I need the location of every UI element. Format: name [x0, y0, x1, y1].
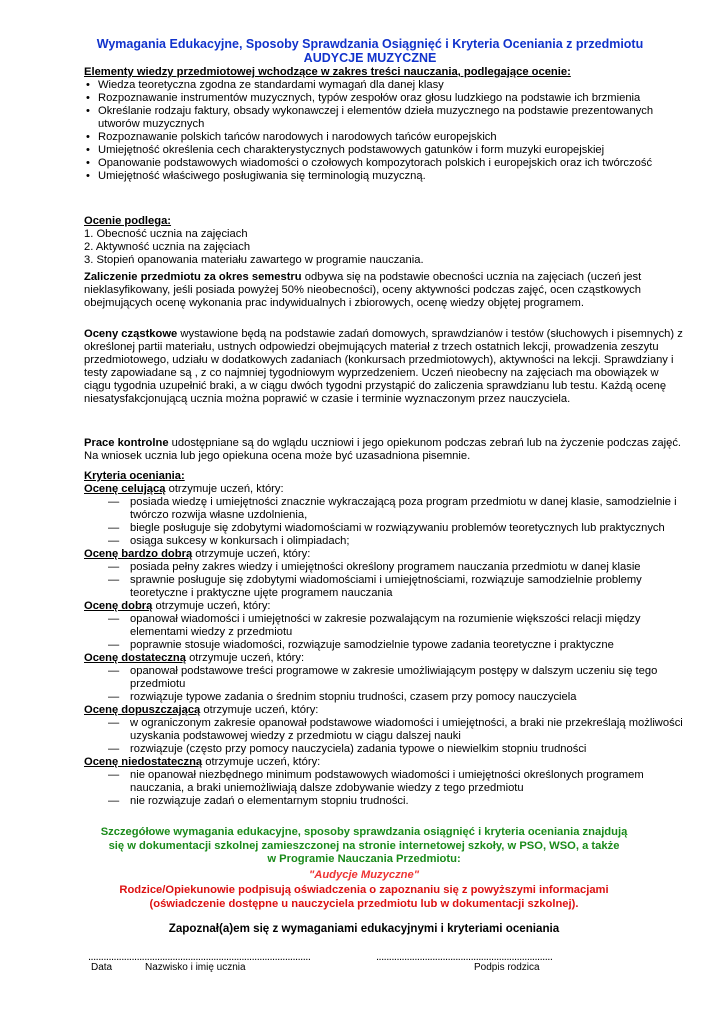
- grade-name: Ocenę bardzo dobrą: [84, 548, 193, 560]
- grade-suffix: otrzymuje uczeń, który:: [152, 600, 271, 612]
- grade-name: Ocenę dostateczną: [84, 652, 186, 664]
- parents-note: [84, 884, 644, 911]
- grade-name: Ocenę celującą: [84, 483, 166, 495]
- acknowledgement-statement: Zapoznał(a)em się z wymaganiami edukacyjnymi i kryteriami oceniania: [168, 922, 560, 935]
- list-item: • Umiejętność określenia cech charakterystycznych podstawowych gatunków i form muzyki europejskiej: [84, 144, 684, 157]
- list-item: • Rozpoznawanie polskich tańców narodowych i narodowych tańców europejskich: [84, 131, 684, 144]
- list-item: • Określanie rodzaju faktury, obsady wykonawczej i elementów dzieła muzycznego na podstawie prezentowanych utworów muzycznych: [84, 105, 684, 131]
- details-note-line: się w dokumentacji szkolnej zamieszczonej na stronie internetowej szkoły, w PSO, WSO, a także: [108, 839, 620, 852]
- details-note-line: w Programie Nauczania Przedmiotu:: [267, 853, 461, 865]
- grade-name: Ocenę niedostateczną: [84, 756, 203, 768]
- list-item: • Opanowanie podstawowych wiadomości o czołowych kompozytorach polskich i europejskich oraz ich twórczość: [84, 157, 684, 170]
- grade-name: Ocenę dopuszczającą: [84, 704, 201, 716]
- parent-signature-line: .....................................................................: [376, 951, 553, 963]
- student-signature-line: .......................................................................................: [88, 951, 311, 963]
- grade-suffix: otrzymuje uczeń, który:: [165, 483, 284, 495]
- list-item: 3. Stopień opanowania materiału zawartego w programie nauczania.: [84, 254, 424, 266]
- partial-grades-paragraph: [84, 328, 684, 406]
- criteria-heading: Kryteria oceniania:: [84, 470, 185, 482]
- list-item: • Wiedza teoretyczna zgodna ze standardami wymagań dla danej klasy: [84, 79, 684, 92]
- list-item: • Rozpoznawanie instrumentów muzycznych, typów zespołów oraz głosu ludzkiego na podstawie ich brzmienia: [84, 92, 684, 105]
- subject-quote: "Audycje Muzyczne": [308, 869, 420, 881]
- grade-suffix: otrzymuje uczeń, który:: [202, 756, 321, 768]
- partial-grades-lead: Oceny cząstkowe: [84, 328, 178, 340]
- grade-bardzo-dobra: [84, 548, 684, 600]
- list-item: — opanował wiadomości i umiejętności w zakresie pozwalającym na rozumienie większości relacji między elementami wiedzy z przedmiotu: [84, 613, 684, 639]
- grade-criteria-list: [84, 717, 684, 756]
- grade-suffix: otrzymuje uczeń, który:: [200, 704, 319, 716]
- grade-dostateczna: [84, 652, 684, 704]
- grade-niedostateczna: [84, 756, 684, 808]
- partial-grades-text: wystawione będą na podstawie zadań domowych, sprawdzianów i testów (słuchowych i pisemnych) z określonej partii materiału, ustnych odpowiedzi obejmujących materiał z trzech ostatnich lekcji, prowadzenia zeszytu przedmiotowego, udziału w dodatkowych zadaniach (konkursach przedmiotowych), aktywności na lekcji. Sprawdziany i testy zapowiadane są , z co najmniej tygodniowym wyprzedzeniem. Uczeń nieobecny na zajęciach ma obowiązek w ciągu tygodnia uzupełnić braki, a w ciągu dwóch tygodni przystąpić do zaliczenia sprawdzianu lub testu. Każdą ocenę niesatysfakcjonującą ucznia można poprawić w czasie i terminie wyznaczonym przez nauczyciela.: [84, 328, 683, 405]
- parents-note-line: (oświadczenie dostępne u nauczyciela przedmiotu lub w dokumentacji szkolnej).: [149, 897, 579, 910]
- grade-suffix: otrzymuje uczeń, który:: [192, 548, 311, 560]
- elements-list: [84, 79, 684, 183]
- list-item: — posiada wiedzę i umiejętności znacznie wykraczającą poza program przedmiotu w danej klasie, samodzielnie i twórczo rozwija własne uzdolnienia,: [84, 496, 684, 522]
- grade-dopuszczajaca: [84, 704, 684, 756]
- details-note: [84, 826, 644, 867]
- grade-criteria-list: [84, 769, 684, 808]
- list-item: — rozwiązuje typowe zadania o średnim stopniu trudności, czasem przy pomocy nauczyciela: [84, 691, 684, 704]
- grade-suffix: otrzymuje uczeń, który:: [185, 652, 305, 664]
- subject-title: AUDYCJE MUZYCZNE: [303, 51, 437, 65]
- grade-name: Ocenę dobrą: [84, 600, 153, 612]
- semester-credit-paragraph: [84, 271, 684, 310]
- grade-criteria-list: [84, 496, 684, 548]
- list-item: — w ograniczonym zakresie opanował podstawowe wiadomości i umiejętności, a braki nie przekreślają możliwości uzyskania podstawowej wiedzy z przedmiotu w ciągu dalszej nauki: [84, 717, 684, 743]
- list-item: — nie rozwiązuje zadań o elementarnym stopniu trudności.: [84, 795, 684, 808]
- semester-credit-text: odbywa się na podstawie obecności ucznia na zajęciach (uczeń jest nieklasyfikowany, jeśli posiada powyżej 50% nieobecności), oceny aktywności podczas zajęć, ocen cząstkowych obejmujących ocenę wykonania prac indywidualnych i zbiorowych, ocenę wiedzy objętej programem.: [84, 271, 642, 309]
- grade-celujaca: [84, 483, 684, 548]
- assessment-heading: Ocenie podlega:: [84, 215, 172, 227]
- semester-credit-lead: Zaliczenie przedmiotu za okres semestru: [84, 271, 302, 283]
- control-work-paragraph: [84, 437, 684, 463]
- control-work-text: udostępniane są do wglądu uczniowi i jego opiekunom podczas zebrań lub na życzenie podczas zajęć. Na wniosek ucznia lub jego opiekuna ocena może być uzasadniona pisemnie.: [84, 437, 682, 462]
- list-item: — opanował podstawowe treści programowe w zakresie umożliwiającym postępy w dalszym uczeniu się tego przedmiotu: [84, 665, 684, 691]
- grade-criteria-list: [84, 561, 684, 600]
- grade-dobra: [84, 600, 684, 652]
- list-item: — rozwiązuje (często przy pomocy nauczyciela) zadania typowe o niewielkim stopniu trudności: [84, 743, 684, 756]
- assessment-list: [84, 228, 684, 267]
- elements-heading: Elementy wiedzy przedmiotowej wchodzące w zakres treści nauczania, podlegające ocenie:: [84, 66, 571, 78]
- list-item: — nie opanował niezbędnego minimum podstawowych wiadomości i umiejętności określonych programem nauczania, a braki uniemożliwiają dalsze zdobywanie wiedzy z tego przedmiotu: [84, 769, 684, 795]
- list-item: — biegle posługuje się zdobytymi wiadomościami w rozwiązywaniu problemów teoretycznych lub praktycznych: [84, 522, 684, 535]
- control-work-lead: Prace kontrolne: [84, 437, 169, 449]
- parents-note-line: Rodzice/Opiekunowie podpisują oświadczenia o zapoznaniu się z powyższymi informacjami: [119, 884, 609, 896]
- document-title: Wymagania Edukacyjne, Sposoby Sprawdzania Osiągnięć i Kryteria Oceniania z przedmiotu: [96, 37, 644, 51]
- criteria-section: [84, 470, 684, 808]
- grade-criteria-list: [84, 665, 684, 704]
- student-name-label: Nazwisko i imię ucznia: [145, 962, 246, 973]
- list-item: — posiada pełny zakres wiedzy i umiejętności określony programem nauczania przedmiotu w danej klasie: [84, 561, 684, 574]
- grade-criteria-list: [84, 613, 684, 652]
- details-note-line: Szczegółowe wymagania edukacyjne, sposoby sprawdzania osiągnięć i kryteria oceniania znajdują: [100, 826, 628, 838]
- list-item: • Umiejętność właściwego posługiwania się terminologią muzyczną.: [84, 170, 684, 183]
- parent-signature-label: Podpis rodzica: [474, 962, 540, 973]
- list-item: 1. Obecność ucznia na zajęciach: [84, 228, 248, 240]
- date-label: Data: [91, 962, 113, 973]
- elements-section: [84, 66, 684, 183]
- list-item: — osiąga sukcesy w konkursach i olimpiadach;: [84, 535, 684, 548]
- list-item: 2. Aktywność ucznia na zajęciach: [84, 241, 251, 253]
- list-item: — sprawnie posługuje się zdobytymi wiadomościami i umiejętnościami, rozwiązuje samodzielnie problemy teoretyczne i praktyczne ujęte programem nauczania: [84, 574, 684, 600]
- assessment-section: [84, 215, 684, 267]
- list-item: — poprawnie stosuje wiadomości, rozwiązuje samodzielnie typowe zadania teoretyczne i praktyczne: [84, 639, 684, 652]
